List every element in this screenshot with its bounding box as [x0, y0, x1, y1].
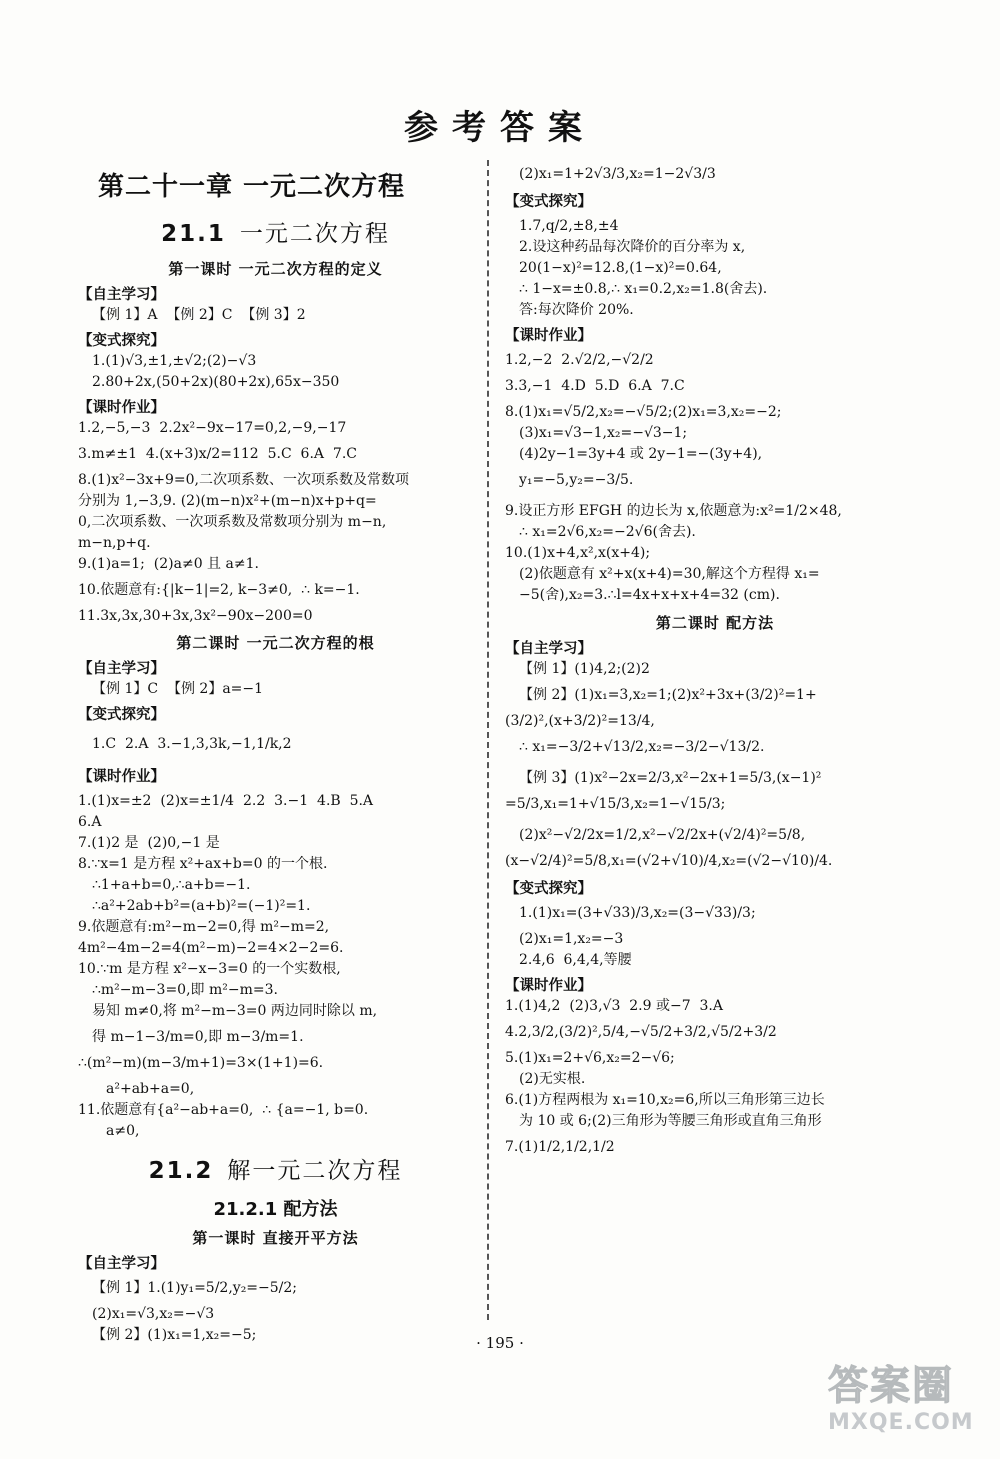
answer-line: 2.4,6 6,4,4,等腰 [519, 952, 632, 968]
answer-line: (2)依题意有 x²+x(x+4)=30,解这个方程得 x₁= [519, 566, 820, 582]
answer-line: 8.(1)x₁=√5/2,x₂=−√5/2;(2)x₁=3,x₂=−2; [505, 404, 782, 420]
column-divider [487, 160, 489, 1320]
answer-line: 1.2,−5,−3 2.2x²−9x−17=0,2,−9,−17 [78, 420, 347, 436]
answer-line: 1.2,−2 2.√2/2,−√2/2 [505, 352, 654, 368]
section-number: 21.2 [148, 1158, 214, 1184]
answer-line: 1.(1)x=±2 (2)x=±1/4 2.2 3.−1 4.B 5.A [78, 793, 374, 809]
answer-line: 3.m≠±1 4.(x+3)x/2=112 5.C 6.A 7.C [78, 446, 357, 462]
answer-line: 4m²−4m−2=4(m²−m)−2=4×2−2=6. [78, 940, 344, 956]
answer-line: 2.80+2x,(50+2x)(80+2x),65x−350 [92, 374, 340, 390]
label: 【变式探究】 [78, 333, 165, 349]
answer-line: 【例 1】1.(1)y₁=5/2,y₂=−5/2; [92, 1280, 298, 1296]
answer-line: 8.∵x=1 是方程 x²+ax+b=0 的一个根. [78, 856, 328, 872]
watermark-url: MXQE.COM [828, 1410, 974, 1435]
answer-line: 7.(1)1/2,1/2,1/2 [505, 1139, 615, 1155]
label: 【自主学习】 [78, 287, 165, 303]
answer-line: 10.依题意有:{|k−1|=2, k−3≠0, ∴ k=−1. [78, 582, 360, 598]
answer-line: ∴m²−m−3=0,即 m²−m=3. [92, 982, 278, 998]
answer-line: 易知 m≠0,将 m²−m−3=0 两边同时除以 m, [92, 1003, 378, 1019]
answer-line: 分别为 1,−3,9. (2)(m−n)x²+(m−n)x+p+q= [78, 493, 377, 509]
section-21-1-heading [78, 215, 473, 248]
answer-line: 【例 3】(1)x²−2x=2/3,x²−2x+1=5/3,(x−1)² [519, 770, 822, 786]
watermark-text: 答案圈 [828, 1363, 954, 1409]
answer-line: (4)2y−1=3y+4 或 2y−1=−(3y+4), [519, 446, 763, 462]
answer-line: (2)x₁=1,x₂=−3 [519, 931, 624, 947]
subsection-heading: 21.2.1 配方法 [213, 1199, 338, 1220]
answer-line: (3/2)²,(x+3/2)²=13/4, [505, 713, 655, 729]
answer-line: 0,二次项系数、一次项系数及常数项分别为 m−n, [78, 514, 387, 530]
answer-line: 20(1−x)²=12.8,(1−x)²=0.64, [519, 260, 722, 276]
lesson-heading: 第一课时 一元二次方程的定义 [168, 260, 383, 278]
answer-line: 10.(1)x+4,x²,x(x+4); [505, 545, 651, 561]
chapter-title: 第二十一章 一元二次方程 [98, 172, 406, 202]
answer-line: ∴ x₁=−3/2+√13/2,x₂=−3/2−√13/2. [519, 739, 765, 755]
answer-line: 11.依题意有{a²−ab+a=0, ∴ {a=−1, b=0. [78, 1102, 369, 1118]
answer-line: 【例 2】(1)x₁=3,x₂=1;(2)x²+3x+(3/2)²=1+ [519, 687, 817, 703]
label: 【课时作业】 [505, 328, 592, 344]
answer-line: (3)x₁=√3−1,x₂=−√3−1; [519, 425, 688, 441]
answer-line: 为 10 或 6;(2)三角形为等腰三角形或直角三角形 [519, 1113, 822, 1129]
answer-line: 1.(1)4,2 (2)3,√3 2.9 或−7 3.A [505, 998, 723, 1014]
page-title: 参考答案 [404, 108, 596, 148]
answer-line: y₁=−5,y₂=−3/5. [519, 472, 634, 488]
label: 【课时作业】 [78, 400, 165, 416]
answer-line: (2)x₁=1+2√3/3,x₂=1−2√3/3 [519, 166, 716, 182]
answer-line: ∴a²+2ab+b²=(a+b)²=(−1)²=1. [92, 898, 311, 914]
answer-line: ∴ 1−x=±0.8,∴ x₁=0.2,x₂=1.8(舍去). [519, 281, 768, 297]
answer-line: 6.A [78, 814, 102, 830]
answer-line: ∴ x₁=2√6,x₂=−2√6(舍去). [519, 524, 696, 540]
answer-line: 1.(1)√3,±1,±√2;(2)−√3 [92, 353, 257, 369]
answer-line: 【例 1】(1)4,2;(2)2 [519, 661, 650, 677]
answer-line: ∴(m²−m)(m−3/m+1)=3×(1+1)=6. [78, 1055, 324, 1071]
answer-line: −5(舍),x₂=3.∴l=4x+x+x+4=32 (cm). [519, 587, 780, 603]
answer-line: (x−√2/4)²=5/8,x₁=(√2+√10)/4,x₂=(√2−√10)/4. [505, 853, 833, 869]
section-title: 一元二次方程 [239, 221, 390, 247]
label: 【变式探究】 [505, 194, 592, 210]
answer-line: 7.(1)2 是 (2)0,−1 是 [78, 835, 220, 851]
lesson-heading: 第一课时 直接开平方法 [192, 1229, 359, 1247]
answer-line: a²+ab+a=0, [106, 1081, 195, 1097]
answer-line: a≠0, [106, 1123, 140, 1139]
answer-line: 3.3,−1 4.D 5.D 6.A 7.C [505, 378, 685, 394]
answer-line: (2)x₁=√3,x₂=−√3 [92, 1306, 215, 1322]
answer-line: 10.∵m 是方程 x²−x−3=0 的一个实数根, [78, 961, 341, 977]
answer-line: 8.(1)x²−3x+9=0,二次项系数、一次项系数及常数项 [78, 472, 409, 488]
right-column [505, 164, 925, 1158]
lesson-heading: 第二课时 配方法 [655, 614, 775, 632]
answer-line: 1.(1)x₁=(3+√33)/3,x₂=(3−√33)/3; [519, 905, 756, 921]
label: 【变式探究】 [505, 881, 592, 897]
label: 【课时作业】 [78, 769, 165, 785]
answer-line: 6.(1)方程两根为 x₁=10,x₂=6,所以三角形第三边长 [505, 1092, 825, 1108]
section-title: 解一元二次方程 [227, 1158, 403, 1184]
answer-line: 9.依题意有:m²−m−2=0,得 m²−m=2, [78, 919, 330, 935]
answer-line: 9.(1)a=1; (2)a≠0 且 a≠1. [78, 556, 259, 572]
label: 【课时作业】 [505, 978, 592, 994]
answer-line: =5/3,x₁=1+√15/3,x₂=1−√15/3; [505, 796, 726, 812]
answer-line: 得 m−1−3/m=0,即 m−3/m=1. [92, 1029, 304, 1045]
label: 【自主学习】 [78, 661, 165, 677]
answer-line: 4.2,3/2,(3/2)²,5/4,−√5/2+3/2,√5/2+3/2 [505, 1024, 777, 1040]
answer-line: 2.设这种药品每次降价的百分率为 x, [519, 239, 746, 255]
watermark-logo [828, 1362, 988, 1452]
lesson-heading: 第二课时 一元二次方程的根 [176, 634, 375, 652]
answer-line: (2)x²−√2/2x=1/2,x²−√2/2x+(√2/4)²=5/8, [519, 827, 806, 843]
page-number: · 195 · [476, 1334, 524, 1352]
answer-line: 【例 2】(1)x₁=1,x₂=−5; [92, 1327, 257, 1343]
left-column [78, 160, 473, 1346]
answer-line: ∴1+a+b=0,∴a+b=−1. [92, 877, 251, 893]
label: 【自主学习】 [78, 1256, 165, 1272]
answer-line: 9.设正方形 EFGH 的边长为 x,依题意为:x²=1/2×48, [505, 503, 842, 519]
label: 【变式探究】 [78, 707, 165, 723]
answer-line: 5.(1)x₁=2+√6,x₂=2−√6; [505, 1050, 675, 1066]
answer-line: 11.3x,3x,30+3x,3x²−90x−200=0 [78, 608, 313, 624]
section-21-2-heading [78, 1152, 473, 1185]
answer-line: 【例 1】C 【例 2】a=−1 [92, 681, 264, 697]
answer-line: (2)无实根. [519, 1071, 586, 1087]
answer-line: 1.7,q/2,±8,±4 [519, 218, 619, 234]
answer-line: m−n,p+q. [78, 535, 151, 551]
answer-line: 答:每次降价 20%. [519, 302, 634, 318]
section-number: 21.1 [161, 221, 226, 247]
answer-line: 【例 1】A 【例 2】C 【例 3】2 [92, 307, 306, 323]
label: 【自主学习】 [505, 641, 592, 657]
answer-line: 1.C 2.A 3.−1,3,3k,−1,1/k,2 [92, 736, 292, 752]
